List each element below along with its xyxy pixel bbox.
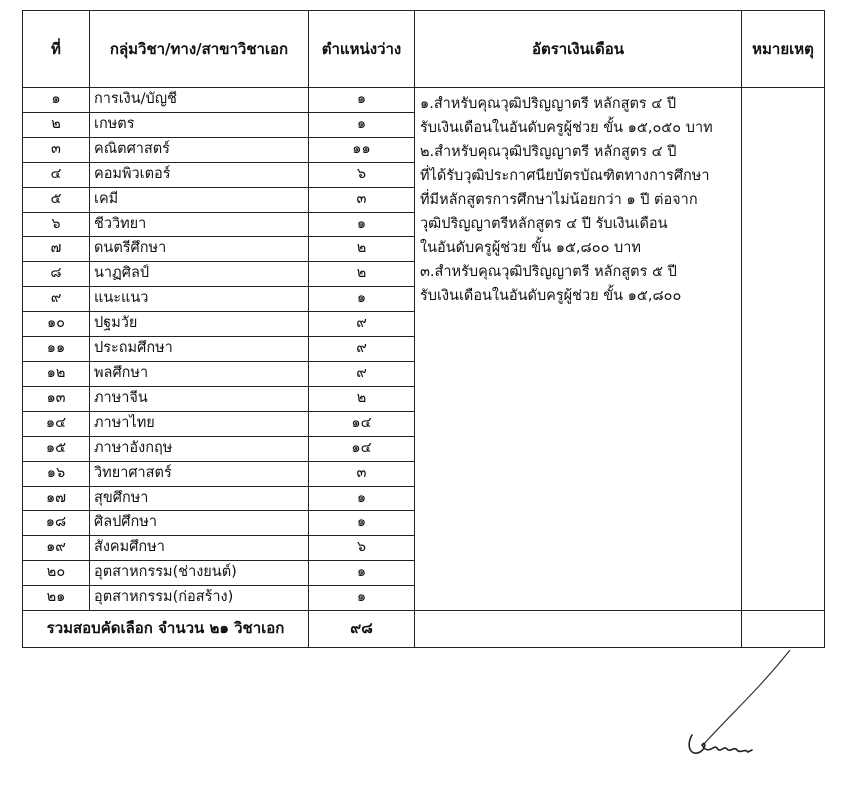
vacancy-count: ๖ [309, 162, 415, 187]
header-subject: กลุ่มวิชา/ทาง/สาขาวิชาเอก [90, 11, 309, 88]
row-number: ๑๑ [23, 337, 90, 362]
vacancy-count: ๑๔ [309, 436, 415, 461]
vacancy-count: ๒ [309, 237, 415, 262]
header-no: ที่ [23, 11, 90, 88]
salary-description [415, 88, 742, 611]
row-number: ๗ [23, 237, 90, 262]
row-number: ๑๕ [23, 436, 90, 461]
vacancy-count: ๒ [309, 386, 415, 411]
subject-name: ภาษาไทย [90, 411, 309, 436]
vacancy-count: ๑๔ [309, 411, 415, 436]
row-number: ๓ [23, 137, 90, 162]
subject-name: นาฏศิลป์ [90, 262, 309, 287]
subject-name: ปฐมวัย [90, 312, 309, 337]
vacancy-count: ๑ [309, 112, 415, 137]
subject-name: เคมี [90, 187, 309, 212]
vacancy-count: ๓ [309, 461, 415, 486]
salary-line: ๒.สำหรับคุณวุฒิปริญญาตรี หลักสูตร ๔ ปี [420, 144, 677, 160]
subject-name: การเงิน/บัญชี [90, 88, 309, 113]
subject-name: พลศึกษา [90, 361, 309, 386]
subject-name: ประถมศึกษา [90, 337, 309, 362]
vacancy-count: ๑ [309, 88, 415, 113]
salary-line: ๑.สำหรับคุณวุฒิปริญญาตรี หลักสูตร ๔ ปี [420, 96, 677, 112]
vacancy-count: ๑ [309, 586, 415, 611]
subject-name: ศิลปศึกษา [90, 511, 309, 536]
row-number: ๘ [23, 262, 90, 287]
signature-tail [703, 650, 790, 745]
vacancy-count: ๑ [309, 212, 415, 237]
total-count: ๙๘ [309, 611, 415, 648]
row-number: ๖ [23, 212, 90, 237]
total-label: รวมสอบคัดเลือก จำนวน ๒๑ วิชาเอก [23, 611, 309, 648]
total-row [23, 611, 825, 648]
vacancy-count: ๑ [309, 511, 415, 536]
header-salary: อัตราเงินเดือน [415, 11, 742, 88]
vacancy-count: ๖ [309, 536, 415, 561]
subject-name: วิทยาศาสตร์ [90, 461, 309, 486]
row-number: ๑๗ [23, 486, 90, 511]
row-number: ๑๒ [23, 361, 90, 386]
subject-name: เกษตร [90, 112, 309, 137]
subject-name: ภาษาจีน [90, 386, 309, 411]
vacancy-count: ๑ [309, 561, 415, 586]
row-number: ๒ [23, 112, 90, 137]
signature-scribble [689, 735, 752, 753]
header-row [23, 11, 825, 88]
subject-name: ดนตรีศึกษา [90, 237, 309, 262]
subject-name: คณิตศาสตร์ [90, 137, 309, 162]
salary-line: ที่มีหลักสูตรการศึกษาไม่น้อยกว่า ๑ ปี ต่อจาก [420, 192, 698, 208]
subject-name: คอมพิวเตอร์ [90, 162, 309, 187]
total-remark-cell [742, 611, 825, 648]
row-number: ๕ [23, 187, 90, 212]
header-vacancies: ตำแหน่งว่าง [309, 11, 415, 88]
row-number: ๑๔ [23, 411, 90, 436]
row-number: ๔ [23, 162, 90, 187]
subject-name: สุขศึกษา [90, 486, 309, 511]
subject-name: แนะแนว [90, 287, 309, 312]
vacancy-count: ๒ [309, 262, 415, 287]
subject-name: อุตสาหกรรม(ก่อสร้าง) [90, 586, 309, 611]
salary-line: รับเงินเดือนในอันดับครูผู้ช่วย ขั้น ๑๕,๘๐๐ [420, 288, 682, 304]
row-number: ๑๖ [23, 461, 90, 486]
subject-name: ชีววิทยา [90, 212, 309, 237]
subject-name: ภาษาอังกฤษ [90, 436, 309, 461]
row-number: ๑๙ [23, 536, 90, 561]
header-remark: หมายเหตุ [742, 11, 825, 88]
vacancy-count: ๑ [309, 486, 415, 511]
row-number: ๙ [23, 287, 90, 312]
row-number: ๑๐ [23, 312, 90, 337]
subject-name: อุตสาหกรรม(ช่างยนต์) [90, 561, 309, 586]
vacancy-count: ๙ [309, 337, 415, 362]
vacancy-count: ๑ [309, 287, 415, 312]
vacancy-count: ๙ [309, 361, 415, 386]
salary-line: วุฒิปริญญาตรีหลักสูตร ๔ ปี รับเงินเดือน [420, 216, 668, 232]
salary-line: รับเงินเดือนในอันดับครูผู้ช่วย ขั้น ๑๕,๐๕๐ บาท [420, 120, 713, 136]
vacancy-count: ๑๑ [309, 137, 415, 162]
row-number: ๑ [23, 88, 90, 113]
row-number: ๒๐ [23, 561, 90, 586]
row-number: ๑๘ [23, 511, 90, 536]
table-body [23, 88, 825, 648]
total-salary-cell [415, 611, 742, 648]
salary-line: ในอันดับครูผู้ช่วย ขั้น ๑๕,๘๐๐ บาท [420, 240, 641, 256]
row-number: ๒๑ [23, 586, 90, 611]
salary-line: ๓.สำหรับคุณวุฒิปริญญาตรี หลักสูตร ๕ ปี [420, 264, 677, 280]
row-number: ๑๓ [23, 386, 90, 411]
salary-line: ที่ได้รับวุฒิประกาศนียบัตรบัณฑิตทางการศึกษา [420, 168, 710, 184]
remark-cell [742, 88, 825, 611]
vacancy-count: ๓ [309, 187, 415, 212]
table-row [23, 88, 825, 113]
subject-name: สังคมศึกษา [90, 536, 309, 561]
vacancy-count: ๙ [309, 312, 415, 337]
vacancy-table [22, 10, 825, 648]
